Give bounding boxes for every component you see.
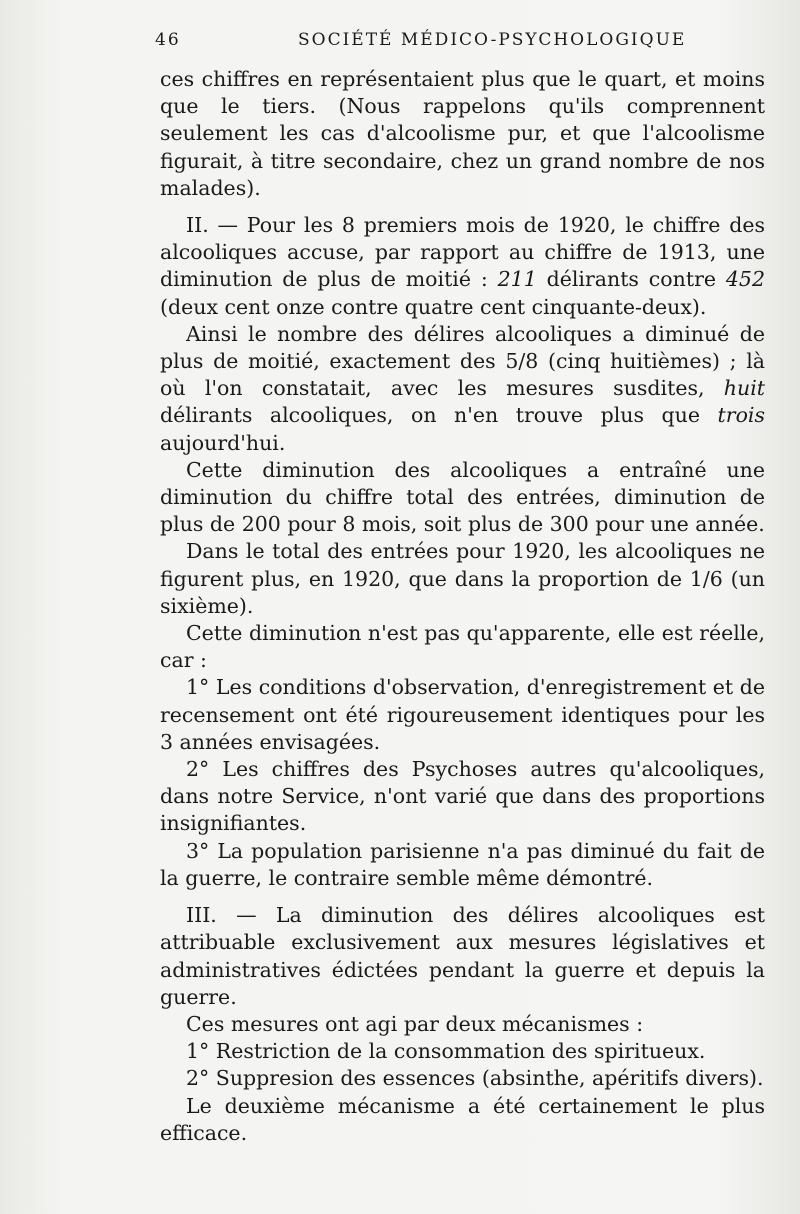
paragraph-2: II. — Pour les 8 premiers mois de 1920, le chiffre des alcooliques accuse, par rapport au chiffre de 1913, une diminution de plus de moitié : 211 délirants contre 452 (deux cent onze contre quatre cent cinquante-deux). bbox=[160, 213, 765, 319]
paragraph-7: III. — La diminution des délires alcooliques est attribuable exclusivement aux mesures législatives et administratives édictées pendant la guerre et depuis la guerre. bbox=[160, 903, 765, 1009]
page-header bbox=[155, 30, 765, 58]
paragraph-5: Dans le total des entrées pour 1920, les alcooliques ne figurent plus, en 1920, que dans la proportion de 1/6 (un sixième). bbox=[160, 539, 765, 618]
page-number: 46 bbox=[155, 30, 181, 50]
paragraph-9: Le deuxième mécanisme a été certainement le plus efficace. bbox=[160, 1093, 765, 1145]
paragraph-8: Ces mesures ont agi par deux mécanismes : bbox=[186, 1011, 644, 1036]
paragraph-1: ces chiffres en représentaient plus que le quart, et moins que le tiers. (Nous rappelons qu'ils comprennent seulement les cas d'alcoolisme pur, et que l'alcoolisme figurait, à titre secondaire, chez un grand nombre de nos malades). bbox=[160, 67, 765, 200]
list-item-1: 1° Les conditions d'observation, d'enregistrement et de recensement ont été rigoureusement identiques pour les 3 années envisagées. bbox=[160, 675, 765, 754]
paragraph-3: Ainsi le nombre des délires alcooliques a diminué de plus de moitié, exactement des 5/8 (cinq huitièmes) ; là où l'on constatait, avec les mesures susdites, huit délirants alcooliques, on n'en trouve plus que trois aujourd'hui. bbox=[160, 321, 765, 455]
paragraph-6: Cette diminution n'est pas qu'apparente, elle est réelle, car : bbox=[160, 621, 765, 673]
list-item-3: 3° La population parisienne n'a pas diminué du fait de la guerre, le contraire semble même démontré. bbox=[160, 838, 765, 890]
list-item-5: 2° Suppresion des essences (absinthe, apéritifs divers). bbox=[186, 1066, 764, 1091]
body-text bbox=[160, 66, 765, 1147]
list-item-2: 2° Les chiffres des Psychoses autres qu'alcooliques, dans notre Service, n'ont varié que dans des proportions insignifiantes. bbox=[160, 757, 765, 836]
running-title: SOCIÉTÉ MÉDICO-PSYCHOLOGIQUE bbox=[298, 30, 687, 50]
list-item-4: 1° Restriction de la consommation des spiritueux. bbox=[186, 1039, 706, 1064]
paragraph-4: Cette diminution des alcooliques a entraîné une diminution du chiffre total des entrées, diminution de plus de 200 pour 8 mois, soit plus de 300 pour une année. bbox=[160, 457, 765, 537]
